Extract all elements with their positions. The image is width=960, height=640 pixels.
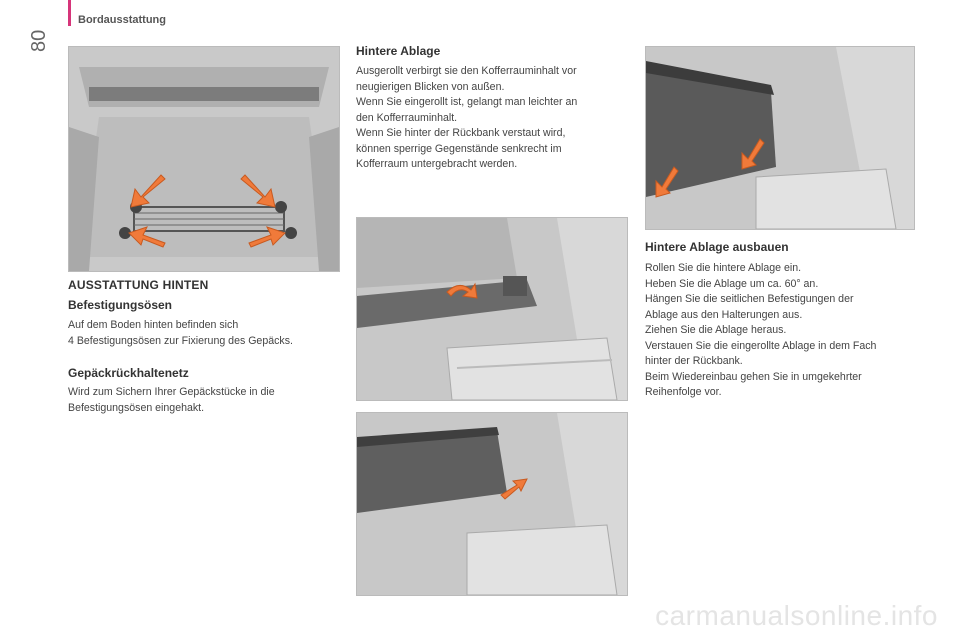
- net-text: [68, 385, 275, 416]
- section-heading: AUSSTATTUNG HINTEN: [68, 278, 209, 292]
- shelf-removal-image: [645, 46, 915, 230]
- text-line: Wenn Sie eingerollt ist, gelangt man leichter an: [356, 96, 578, 108]
- page-number: 80: [28, 29, 50, 52]
- removal-text: [645, 261, 876, 401]
- text-line: neugierigen Blicken von außen.: [356, 80, 505, 93]
- text-line: Verstauen Sie die eingerollte Ablage in dem Fach: [645, 339, 877, 352]
- eyelets-heading: Befestigungsösen: [68, 298, 173, 312]
- net-heading: Gepäckrückhaltenetz: [68, 366, 189, 380]
- shelf-heading: Hintere Ablage: [356, 44, 441, 58]
- text-line: Heben Sie die Ablage um ca. 60° an.: [645, 277, 819, 290]
- text-line: Ziehen Sie die Ablage heraus.: [645, 324, 787, 336]
- text-line: Befestigungsösen eingehakt.: [68, 401, 205, 414]
- text-line: hinter der Rückbank.: [645, 355, 743, 367]
- text-line: Kofferraum untergebracht werden.: [356, 158, 518, 170]
- eyelets-text: [68, 318, 293, 349]
- text-line: Reihenfolge vor.: [645, 386, 722, 398]
- text-line: Ablage aus den Halterungen aus.: [645, 308, 803, 321]
- shelf-roll-image: [356, 217, 628, 401]
- text-line: Rollen Sie die hintere Ablage ein.: [645, 262, 802, 274]
- text-line: Ausgerollt verbirgt sie den Kofferrauminhalt vor: [356, 65, 577, 77]
- shelf-text: [356, 64, 577, 173]
- text-line: Auf dem Boden hinten befinden sich: [68, 319, 239, 331]
- text-line: Hängen Sie die seitlichen Befestigungen der: [645, 293, 854, 305]
- text-line: den Kofferrauminhalt.: [356, 111, 458, 124]
- watermark: carmanualsonline.info: [655, 600, 938, 631]
- shelf-lifted-image: [356, 412, 628, 596]
- section-title: Bordausstattung: [78, 14, 166, 26]
- section-accent-bar: [68, 0, 71, 26]
- text-line: Beim Wiedereinbau gehen Sie in umgekehrter: [645, 370, 862, 383]
- text-line: Wird zum Sichern Ihrer Gepäckstücke in die: [68, 386, 275, 398]
- text-line: können sperrige Gegenstände senkrecht im: [356, 142, 562, 155]
- trunk-floor-image: [68, 46, 340, 272]
- text-line: Wenn Sie hinter der Rückbank verstaut wird,: [356, 127, 566, 139]
- text-line: 4 Befestigungsösen zur Fixierung des Gepäcks.: [68, 334, 293, 347]
- removal-heading: Hintere Ablage ausbauen: [645, 240, 789, 254]
